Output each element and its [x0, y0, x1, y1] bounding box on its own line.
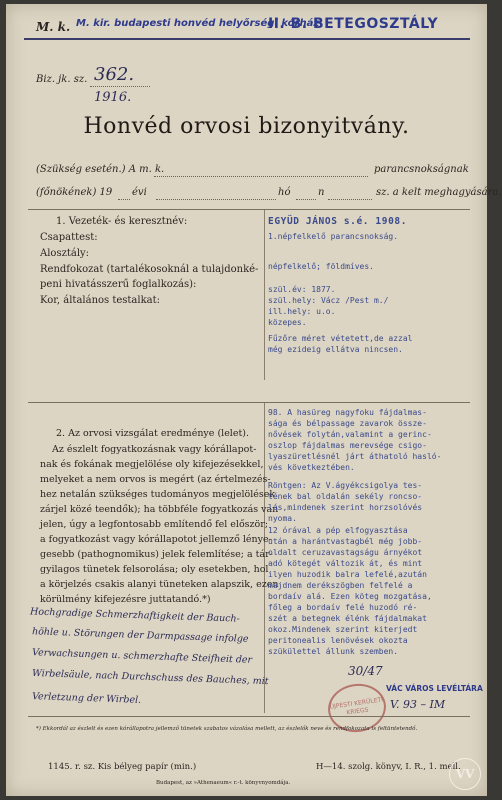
typed-xray-5: 12 órával a pép elfogyasztása [268, 526, 408, 535]
document-page [6, 4, 502, 796]
handwritten-line-2: höhle u. Störungen der Darmpassage infolge [31, 626, 249, 645]
archive-logo [449, 758, 481, 790]
registry-year: 1916. [94, 90, 132, 105]
typed-xray-13: szét a betegnek élénk fájdalmakat [268, 614, 427, 623]
office-stamp: M. kir. budapesti honvéd helyőrségi kórház [76, 18, 320, 29]
date-number-fill [328, 199, 372, 200]
exam-instruction-7: a fogyatkozást vagy kórállapotot jellemző lénye- [40, 534, 272, 545]
typed-xray-15: peritonealis lenövések okozta [268, 636, 408, 645]
typed-diagnosis-6: vés következtében. [268, 463, 355, 472]
typed-diagnosis-4: oszlop fájdalmas merevsége csigo- [268, 441, 427, 450]
section2-rule [28, 402, 470, 403]
exam-instruction-1: Az észlelt fogyatkozásnak vagy kórállapot- [52, 444, 257, 455]
date-line-commander: (főnökének) 19 [36, 187, 113, 198]
typed-diagnosis-5: lyaszüretlésnél járt áthatoló hasló- [268, 452, 442, 461]
exam-instruction-10: a körjelzés csakis alanyi tüneteken alapszik, ezen [40, 579, 279, 590]
typed-xray-3: lás,mindenek szerint horzsolóvés [268, 503, 423, 512]
exam-instruction-3: melyeket a nem orvos is megért (az értelmezés- [40, 474, 271, 485]
exam-instruction-8: gesebb (pathognomikus) jelek felemlítése; a tár- [40, 549, 273, 560]
archive-folio: V. 93 – IM [390, 698, 446, 711]
date-month-fill [156, 199, 276, 200]
typed-xray-11: bordaív alá. Ezen köteg mozgatása, [268, 592, 432, 601]
page-title: Honvéd orvosi bizonyitvány. [83, 114, 410, 139]
order-line-fill [154, 176, 368, 177]
footnote-rule [28, 716, 470, 717]
exam-instruction-2: nak és fokának megjelölése oly kifejezésekkel, [40, 459, 264, 470]
archive-stamp: VÁC VÁROS LEVÉLTÁRA [386, 684, 483, 693]
subunit-label: Alosztály: [40, 248, 90, 259]
typed-xray-8: adó kötegét változik át, és mint [268, 559, 423, 568]
typed-xray-1: Röntgen: Az V.ágyékcsigolya tes- [268, 481, 423, 490]
exam-instruction-4: hez netalán szükséges tudományos megjelölések [40, 489, 276, 500]
typed-birth-place: szül.hely: Vácz /Pest m./ [268, 296, 389, 305]
order-line-prefix: (Szükség esetén.) A m. k. [36, 164, 165, 175]
typed-xray-9: ilyen huzodik balra lefelé,azután [268, 570, 427, 579]
department-stamp: II. B. BETEGOSZTÁLY [268, 16, 439, 32]
handwritten-line-4: Wirbelsäule, nach Durchschuss des Bauches, mit [31, 667, 269, 688]
exam-heading: 2. Az orvosi vizsgálat eredménye (lelet). [56, 428, 250, 439]
typed-diagnosis-3: nővések folytán,valamint a gerinc- [268, 430, 432, 439]
regulation-ref: H—14. szolg. könyv, I. R., 1. mell. [316, 762, 461, 772]
date-line-evi: évi [132, 187, 147, 198]
handwritten-line-3: Verwachsungen u. schmerzhafte Steifheit der [31, 647, 253, 666]
typed-xray-4: nyoma. [268, 514, 297, 523]
typed-unit: 1.népfelkelő parancsnokság. [268, 232, 399, 241]
typed-xray-16: szükülettel állunk szemben. [268, 647, 399, 656]
date-line-n: n [318, 187, 325, 198]
typed-birth-year: szül.év: 1877. [268, 285, 336, 294]
typed-name: EGYÜD JÁNOS s.é. 1908. [268, 216, 408, 227]
order-line-suffix: parancsnokságnak [374, 164, 469, 175]
printer-imprint: Budapest, az »Athenaeum« r.-t. könyvnyomdája. [156, 780, 291, 786]
typed-xray-14: okoz.Mindenek szerint kiterjedt [268, 625, 418, 634]
mk-label: M. k. [36, 20, 71, 34]
typed-xray-7: oldalt ceruzavastagságu árnyékot [268, 548, 423, 557]
date-line-sz: sz. a kelt meghagyására. [376, 187, 502, 198]
exam-instruction-9: gyilagos tünetek felsorolása; oly esetekben, hol [40, 564, 269, 575]
seal-text: ÚJPESTI KERÜLETI KRIEGS [329, 696, 384, 717]
typed-diagnosis-2: sága és bélpassage zavarok össze- [268, 419, 427, 428]
date-line-ho: hó [278, 187, 291, 198]
archive-file-number: 30/47 [348, 664, 383, 678]
exam-instruction-11: körülmény kifejezésre juttatandó.*) [40, 594, 211, 605]
form-number: 1145. r. sz. Kis bélyeg papír (min.) [48, 762, 197, 772]
typed-xray-6: után a harántvastagbél még jobb- [268, 537, 423, 546]
typed-rank: népfelkelő; földmíves. [268, 262, 374, 271]
typed-residence: ill.hely: u.o. [268, 307, 336, 316]
registry-number-line [90, 86, 150, 87]
rank-label: Rendfokozat (tartalékosoknál a tulajdonké- [40, 264, 259, 275]
unit-label: Csapattest: [40, 232, 98, 243]
age-label: Kor, általános testalkat: [40, 295, 160, 306]
header-rule [24, 38, 470, 40]
typed-corset-2: még ezideig ellátva nincsen. [268, 345, 403, 354]
typed-xray-12: főleg a bordaív felé huzodó ré- [268, 603, 418, 612]
name-label: 1. Vezeték- és keresztnév: [56, 216, 188, 227]
handwritten-line-5: Verletzung der Wirbel. [31, 691, 142, 706]
registry-label: Biz. jk. sz. [36, 74, 88, 85]
rank-label-cont: peni hivatásszerű foglalkozás): [40, 279, 197, 290]
section1-divider [264, 210, 265, 380]
typed-xray-2: tének bal oldalán sekély roncso- [268, 492, 423, 501]
typed-xray-10: majdnem derékszögben felfelé a [268, 581, 413, 590]
typed-build: közepes. [268, 318, 307, 327]
typed-corset-1: Fűzőre méret vétetett,de azzal [268, 334, 413, 343]
footnote: *) Ekkordál az észlelt és ezen kórállapotra jellemző tünetek szabatos vázolása mellett, az észlelők neve és rendfokozata is feltüntetendő. [36, 726, 418, 732]
registry-number: 362. [94, 64, 135, 85]
section1-rule [28, 209, 470, 210]
exam-instruction-5: zárjel közé teendők); ha többféle fogyatkozás van [40, 504, 279, 515]
date-year-fill [118, 199, 130, 200]
typed-diagnosis-1: 98. A hasüreg nagyfoku fájdalmas- [268, 408, 427, 417]
handwritten-line-1: Hochgradige Schmerzhaftigkeit der Bauch- [29, 606, 241, 625]
date-day-fill [296, 199, 316, 200]
exam-instruction-6: jelen, úgy a legfontosabb említendő fel először; [40, 519, 269, 530]
archive-logo-text: VV [455, 767, 475, 781]
